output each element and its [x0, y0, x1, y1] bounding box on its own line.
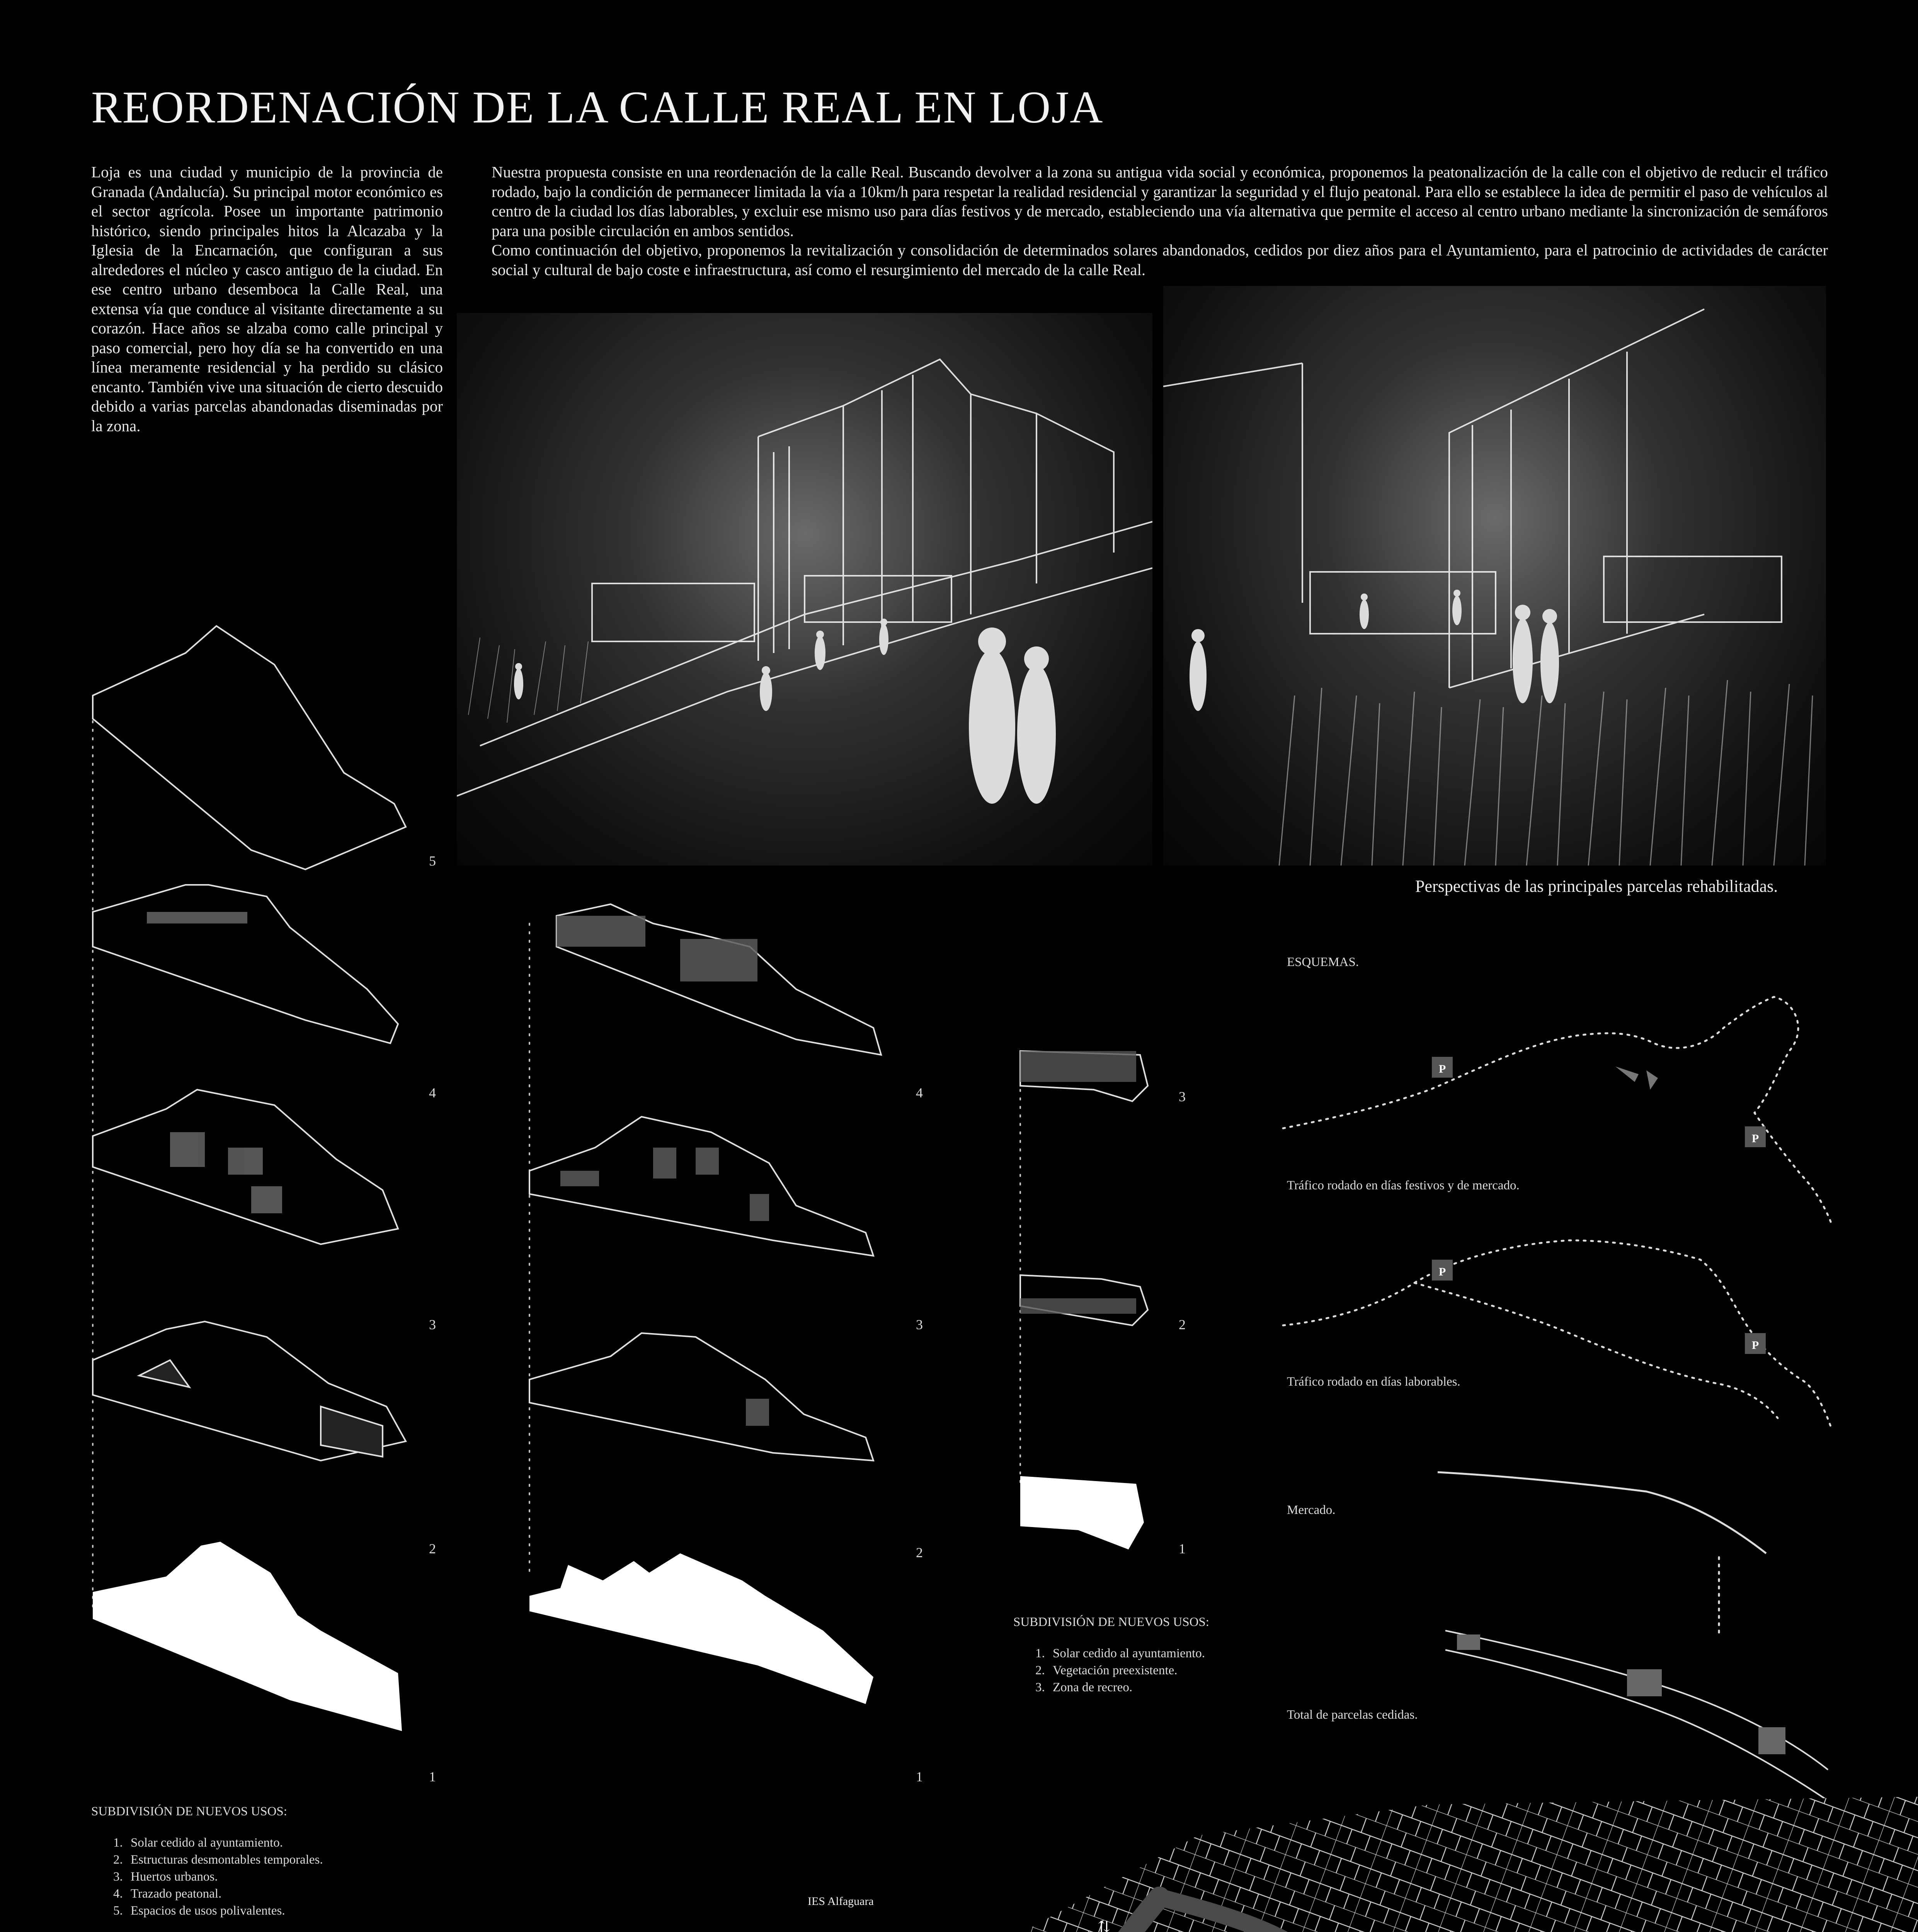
- parking-marker: P: [1438, 1265, 1446, 1278]
- parcel-a-number-3: 3: [429, 1317, 436, 1332]
- subdivision-large-item: 2. Estructuras desmontables temporales.: [126, 1851, 323, 1868]
- subdivision-large-item: 3. Huertos urbanos.: [126, 1868, 323, 1885]
- parcel-layers-a: [89, 618, 437, 1785]
- parcel-layers-b: [526, 900, 928, 1785]
- parcel-a-number-1: 1: [429, 1769, 436, 1784]
- map-label-ies: IES Alfaguara: [808, 1895, 874, 1908]
- parking-marker: P: [1751, 1339, 1759, 1352]
- perspective-render-1-drawing: [457, 313, 1152, 866]
- scheme-festive-label: Tráfico rodado en días festivos y de mercado.: [1287, 1179, 1520, 1192]
- intro-paragraph-2: Como continuación del objetivo, proponemos la revitalización y consolidación de determinados solares abandonados, cedidos por diez años para el Ayuntamiento, para el patrocinio de actividades de carácter social y cultural de bajo coste e infraestructura, así como el resurgimiento del mercado de la calle Real.: [492, 241, 1828, 279]
- parcel-b-base: [529, 1553, 873, 1704]
- subdivision-small-item: 2. Vegetación preexistente.: [1048, 1662, 1209, 1679]
- parcel-a-number-4: 4: [429, 1085, 436, 1100]
- subdivision-small: [1013, 1615, 1209, 1696]
- parcel-b-number-1: 1: [916, 1769, 923, 1784]
- parcel-b-number-4: 4: [916, 1085, 923, 1100]
- scheme-total-label: Total de parcelas cedidas.: [1287, 1708, 1418, 1722]
- parcel-a-number-5: 5: [429, 853, 436, 869]
- site-plan-map: [0, 1781, 1918, 1932]
- subdivision-large-heading: SUBDIVISIÓN DE NUEVOS USOS:: [91, 1804, 287, 1818]
- scheme-festive: [1275, 974, 1836, 1236]
- parcel-b-number-3: 3: [916, 1317, 923, 1332]
- parcel-c-base: [1020, 1476, 1144, 1549]
- perspectives-caption: Perspectivas de las principales parcelas rehabilitadas.: [1415, 877, 1778, 896]
- subdivision-large-item: 5. Espacios de usos polivalentes.: [126, 1902, 323, 1919]
- scheme-market: [1430, 1461, 1778, 1569]
- subdivision-small-heading: SUBDIVISIÓN DE NUEVOS USOS:: [1013, 1615, 1209, 1629]
- subdivision-large-item: 1. Solar cedido al ayuntamiento.: [126, 1834, 323, 1851]
- scheme-workdays-label: Tráfico rodado en días laborables.: [1287, 1375, 1460, 1389]
- intro-text-left: Loja es una ciudad y municipio de la provincia de Granada (Andalucía). Su principal motor económico es el sector agrícola. Posee un importante patrimonio histórico, siendo principales hitos la Alcazaba y la Iglesia de la Encarnación, que configuran a sus alrededores el núcleo y casco antiguo de la ciudad. En ese centro urbano desemboca la Calle Real, una extensa vía que conduce al visitante directamente a su corazón. Hace años se alzaba como calle principal y paso comercial, pero hoy día se ha convertido en una línea meramente residencial y ha perdido su clásico encanto. También vive una situación de cierto descuido debido a varias parcelas abandonadas diseminadas por la zona.: [91, 163, 443, 435]
- perspective-render-2: [1163, 286, 1826, 866]
- perspective-render-1: [457, 313, 1152, 866]
- subdivision-small-item: 1. Solar cedido al ayuntamiento.: [1048, 1645, 1209, 1662]
- parcel-c-number-2: 2: [1179, 1317, 1186, 1332]
- schemes-heading: ESQUEMAS.: [1287, 955, 1359, 969]
- parcel-a-base: [93, 1542, 402, 1731]
- scheme-total: [1441, 1553, 1836, 1808]
- subdivision-large-item: 4. Trazado peatonal.: [126, 1885, 323, 1902]
- scheme-workdays: [1275, 1217, 1836, 1434]
- parking-marker: P: [1438, 1063, 1446, 1075]
- intro-paragraph-1: Nuestra propuesta consiste en una reordenación de la calle Real. Buscando devolver a la zona su antigua vida social y económica, proponemos la peatonalización de la calle con el objetivo de reducir el tráfico rodado, bajo la condición de permanecer limitada la vía a 10km/h para respetar la realidad residencial y garantizar la seguridad y el flujo peatonal. Para ello se establece la idea de permitir el paso de vehículos al centro de la ciudad los días laborables, y excluir ese mismo uso para días festivos y de mercado, estableciendo una vía alternativa que permite el acceso al centro urbano mediante la sincronización de semáforos para una posible circulación en ambos sentidos.: [492, 163, 1828, 240]
- parcel-a-number-2: 2: [429, 1541, 436, 1556]
- urban-fabric-north: [974, 1797, 1918, 1932]
- parcel-b-number-2: 2: [916, 1545, 923, 1560]
- intro-text-right: [492, 162, 1828, 279]
- parcel-layers-c: [1016, 1043, 1190, 1561]
- perspective-render-2-drawing: [1163, 286, 1826, 866]
- parcel-c-number-1: 1: [1179, 1541, 1186, 1556]
- subdivision-small-item: 3. Zona de recreo.: [1048, 1679, 1209, 1696]
- svg-text:⇅: ⇅: [1098, 1918, 1111, 1932]
- scheme-market-label: Mercado.: [1287, 1503, 1336, 1517]
- parcel-c-number-3: 3: [1179, 1089, 1186, 1104]
- parking-marker: P: [1751, 1132, 1759, 1145]
- subdivision-small-list: [1013, 1645, 1209, 1696]
- page-title: REORDENACIÓN DE LA CALLE REAL EN LOJA: [91, 82, 1104, 133]
